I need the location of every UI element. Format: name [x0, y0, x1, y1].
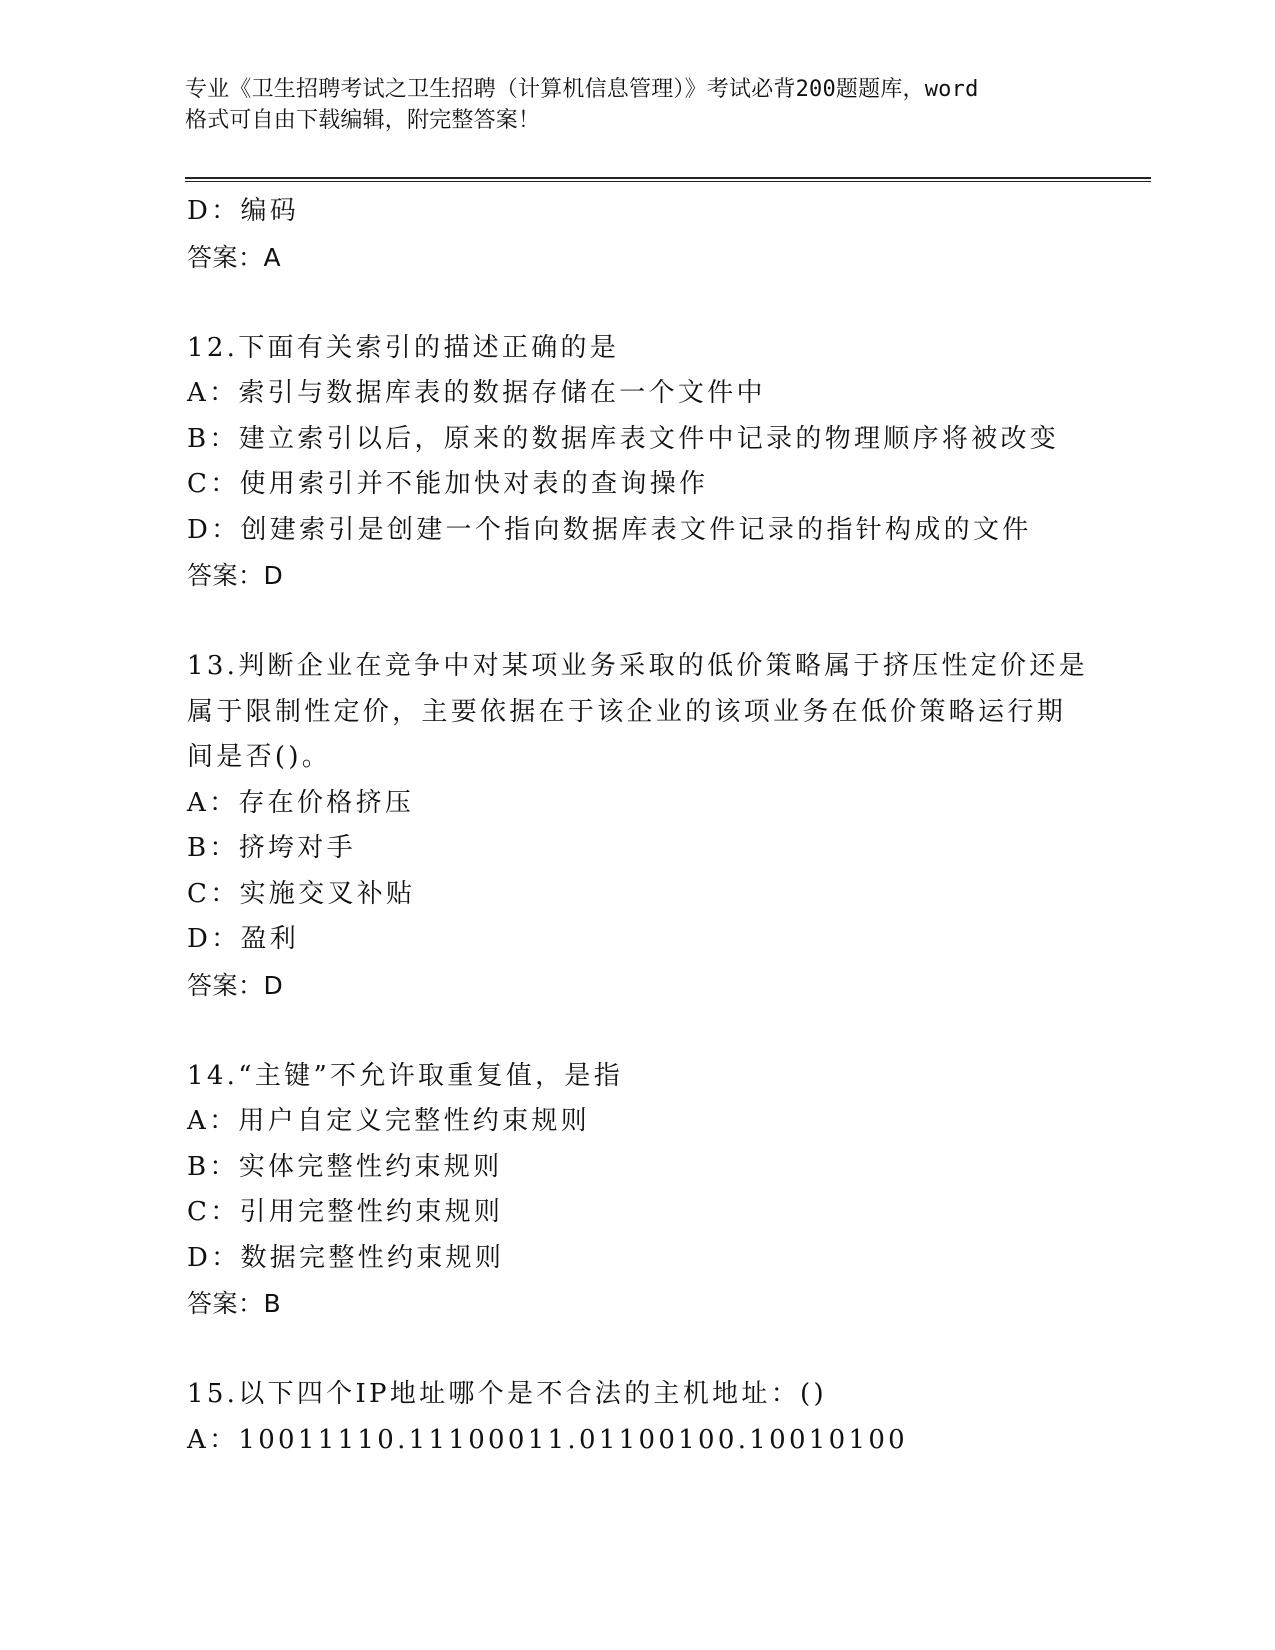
question-12-answer: 答案：D — [187, 561, 284, 590]
header-divider-thin — [185, 181, 1151, 182]
question-13-option-c: C：实施交叉补贴 — [187, 878, 416, 909]
previous-option-d: D：编码 — [187, 196, 300, 226]
question-12-option-b: B：建立索引以后，原来的数据库表文件中记录的物理顺序将被改变 — [187, 423, 1060, 454]
question-15-option-a: A：10011110.11100011.01100100.10010100 — [187, 1424, 909, 1455]
question-13-option-a: A：存在价格挤压 — [187, 787, 415, 818]
question-12-stem: 12.下面有关索引的描述正确的是 — [187, 332, 620, 363]
header-divider-thick — [185, 177, 1151, 179]
previous-answer: 答案：A — [187, 242, 282, 272]
question-14-option-a: A：用户自定义完整性约束规则 — [187, 1106, 590, 1136]
document-header — [185, 74, 1105, 136]
header-line-1: 专业《卫生招聘考试之卫生招聘（计算机信息管理）》考试必背200题题库，word — [185, 77, 979, 102]
question-13-option-b: B：挤垮对手 — [187, 833, 356, 863]
question-12-option-c: C：使用索引并不能加快对表的查询操作 — [187, 469, 709, 499]
question-12 — [187, 326, 1077, 599]
question-13 — [187, 644, 1088, 1008]
question-15 — [187, 1372, 1077, 1463]
question-12-option-d: D：创建索引是创建一个指向数据库表文件记录的指针构成的文件 — [187, 514, 1032, 545]
question-13-answer: 答案：D — [187, 970, 284, 1000]
question-14-option-d: D：数据完整性约束规则 — [187, 1242, 505, 1273]
question-12-option-a: A：索引与数据库表的数据存储在一个文件中 — [187, 378, 766, 408]
question-14-answer: 答案：B — [187, 1289, 282, 1318]
question-spacing — [187, 1008, 1077, 1054]
question-15-stem: 15.以下四个IP地址哪个是不合法的主机地址：() — [187, 1379, 827, 1409]
question-13-stem-line-3: 间是否()。 — [187, 742, 332, 772]
question-14 — [187, 1054, 1077, 1327]
question-spacing — [187, 1327, 1077, 1373]
question-13-stem-line-2: 属于限制性定价，主要依据在于该企业的该项业务在低价策略运行期 — [187, 696, 1067, 727]
question-14-stem: 14.“主键”不允许取重复值，是指 — [187, 1060, 624, 1091]
question-14-option-b: B：实体完整性约束规则 — [187, 1151, 503, 1182]
question-13-option-d: D：盈利 — [187, 924, 300, 954]
question-spacing — [187, 599, 1077, 645]
header-line-2: 格式可自由下载编辑，附完整答案！ — [185, 108, 541, 133]
question-14-option-c: C：引用完整性约束规则 — [187, 1197, 504, 1227]
question-spacing — [187, 280, 1077, 326]
question-13-stem-line-1: 13.判断企业在竞争中对某项业务采取的低价策略属于挤压性定价还是 — [187, 651, 1088, 681]
question-content — [187, 189, 1088, 1463]
